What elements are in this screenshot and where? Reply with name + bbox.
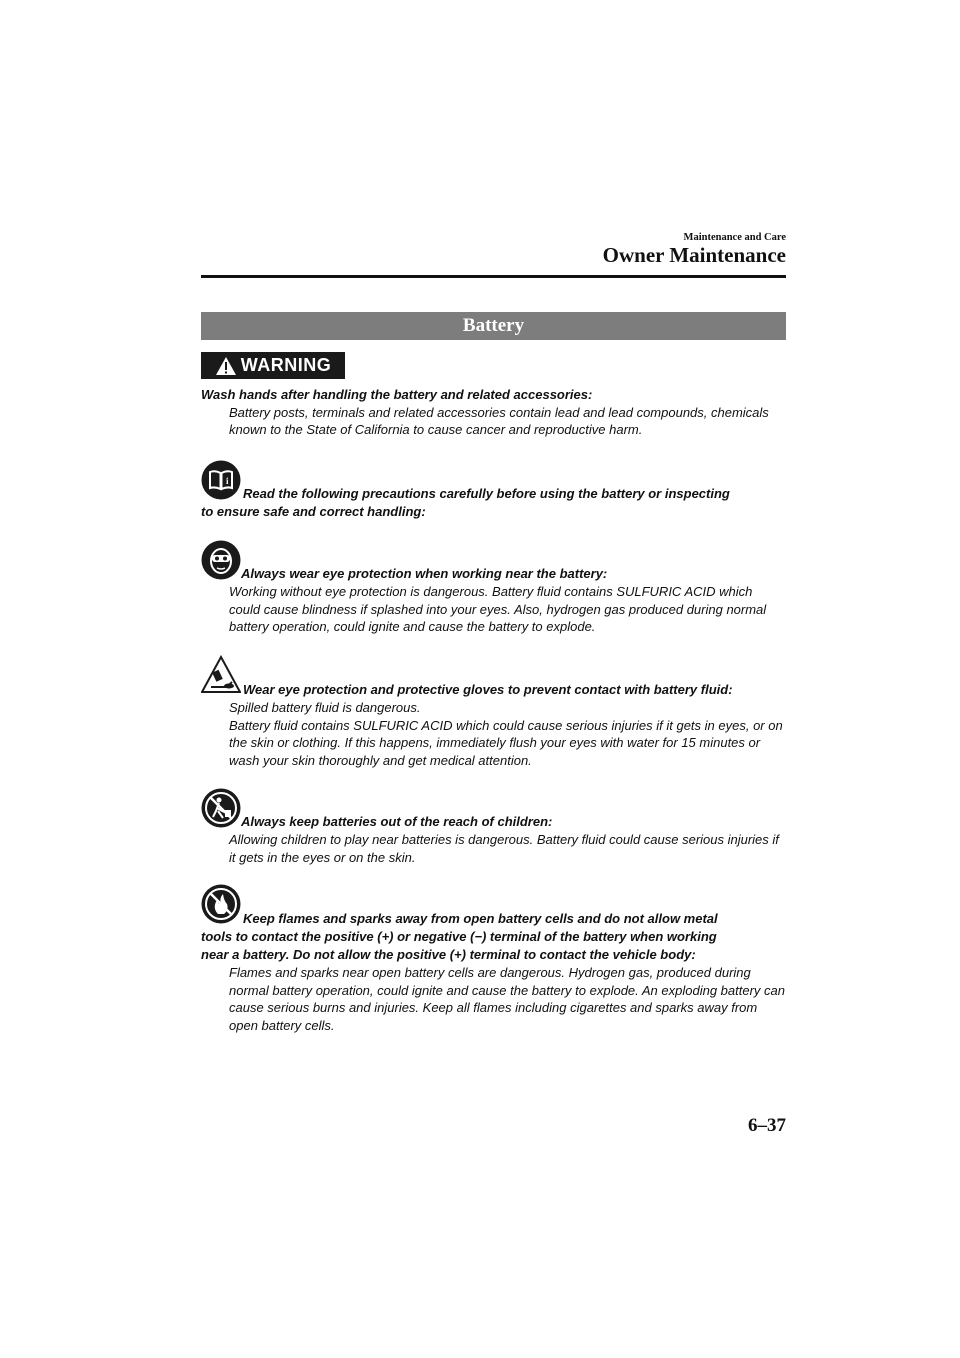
- chapter-title: Maintenance and Care: [683, 232, 786, 243]
- children-block: [201, 831, 786, 866]
- flames-title-line2: tools to contact the positive (+) or negative (−) terminal of the battery when working: [201, 929, 717, 944]
- read-precautions-line1: Read the following precautions carefully before using the battery or inspecting: [243, 486, 730, 501]
- eye-protection-block: [201, 583, 786, 636]
- header-rule: [201, 275, 786, 278]
- warning-label: WARNING: [240, 355, 332, 375]
- wash-hands-block: [201, 386, 786, 439]
- gloves-text-2: Battery fluid contains SULFURIC ACID which could cause serious injuries if it gets in eyes, or on the skin or clothing. If this happens, immediately flush your eyes with water for 15 minutes or wash your skin thoroughly and get medical attention.: [229, 717, 783, 768]
- wash-hands-text: Battery posts, terminals and related accessories contain lead and lead compounds, chemicals known to the State of California to cause cancer and reproductive harm.: [229, 404, 769, 437]
- read-precautions-line2: to ensure safe and correct handling:: [201, 504, 426, 519]
- flames-text: Flames and sparks near open battery cells are dangerous. Hydrogen gas, produced during normal battery operation, could ignite and cause the battery to explode. An exploding battery can cause serious burns and injuries. Keep all flames including cigarettes and sparks away from open battery cells.: [229, 965, 785, 1033]
- wash-hands-title: Wash hands after handling the battery and related accessories:: [201, 387, 593, 402]
- gloves-title: Wear eye protection and protective gloves to prevent contact with battery fluid:: [243, 682, 733, 697]
- eye-protection-icon: [201, 540, 241, 580]
- flames-block: [201, 964, 786, 1034]
- section-title: Owner Maintenance: [602, 243, 786, 267]
- warning-triangle-icon: [215, 356, 237, 376]
- no-flames-icon: [201, 884, 241, 924]
- flames-title-line3: near a battery. Do not allow the positive (+) terminal to contact the vehicle body:: [201, 947, 696, 962]
- children-title: Always keep batteries out of the reach of children:: [241, 814, 553, 829]
- battery-section-bar: Battery: [201, 312, 786, 340]
- gloves-block: [201, 699, 786, 769]
- warning-badge: [201, 352, 345, 379]
- eye-protection-title: Always wear eye protection when working near the battery:: [241, 566, 608, 581]
- flames-title-line1: Keep flames and sparks away from open battery cells and do not allow metal: [243, 911, 718, 926]
- acid-hazard-icon: [201, 655, 241, 695]
- manual-book-icon: [201, 460, 241, 500]
- gloves-text-1: Spilled battery fluid is dangerous.: [229, 700, 421, 715]
- svg-text:i: i: [226, 476, 229, 486]
- children-text: Allowing children to play near batteries is dangerous. Battery fluid could cause serious injuries if it gets in the eyes or on the skin.: [229, 832, 779, 865]
- eye-protection-text: Working without eye protection is dangerous. Battery fluid contains SULFURIC ACID which could cause blindness if splashed into your eyes. Also, hydrogen gas produced during normal battery operation, could ignite and cause the battery to explode.: [229, 584, 767, 634]
- keep-away-children-icon: [201, 788, 241, 828]
- page-number: 6–37: [748, 1115, 786, 1136]
